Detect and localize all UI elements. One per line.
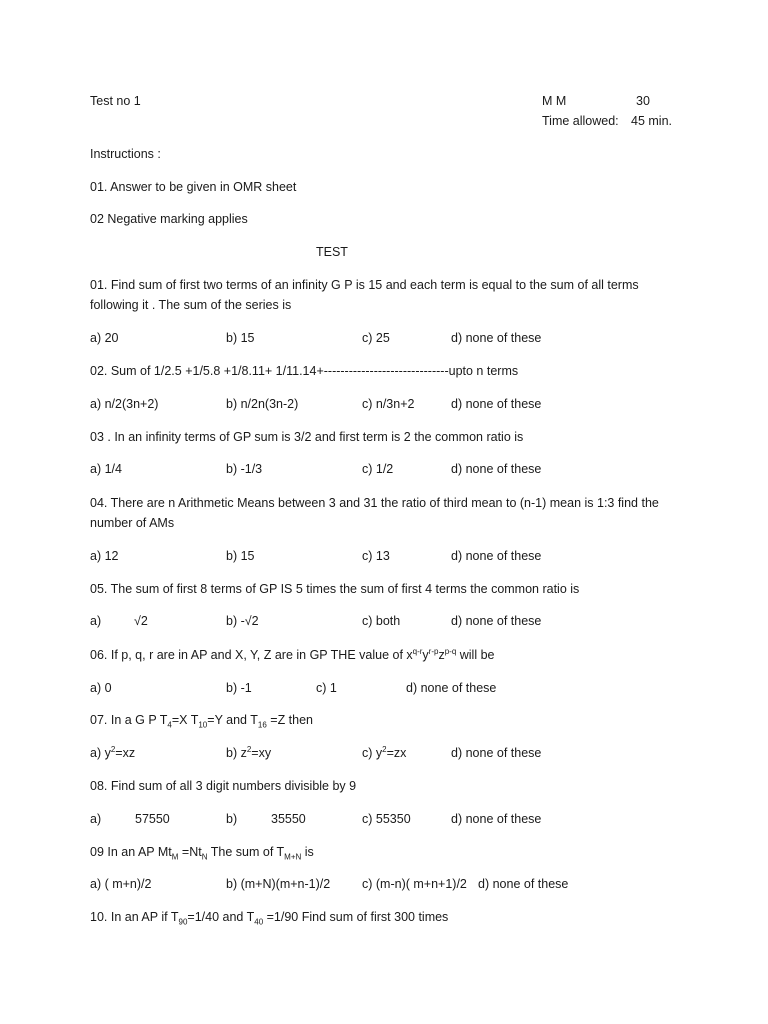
option-b: b) n/2n(3n-2): [226, 397, 299, 411]
question-text: 10. In an AP if $T_{90}=1/40$ and $T_{40} =1/90$ Find sum of first 300 times: [90, 910, 449, 927]
option-b: b) $z^2=xy$: [226, 744, 272, 760]
instruction-item: 01. Answer to be given in OMR sheet: [90, 180, 297, 194]
option-a-value: √2: [134, 614, 148, 628]
option-a: a) 20: [90, 331, 119, 345]
option-a: a) ( m+n)/2: [90, 877, 152, 891]
question-text: 06. If p, q, r are in AP and X, Y, Z are in GP THE value of $x^{q-r}y^{r-p}z^{p-q}$ will be: [90, 646, 495, 662]
option-b: b) -1/3: [226, 462, 263, 476]
question-text: following it . The sum of the series is: [90, 298, 292, 312]
question-text: 03 . In an infinity terms of GP sum is 3/2 and first term is 2 the common ratio is: [90, 430, 524, 444]
question-text: 04. There are n Arithmetic Means between 3 and 31 the ratio of third mean to (n-1) mean is 1:3 find the: [90, 496, 659, 510]
option-c: c) n/3n+2: [362, 397, 415, 411]
option-c: c) 1/2: [362, 462, 394, 476]
option-d: d) none of these: [478, 877, 569, 891]
option-a: a) 12: [90, 549, 119, 563]
option-d: d) none of these: [451, 812, 542, 826]
option-b-value: 35550: [271, 812, 306, 826]
option-a: a) n/2(3n+2): [90, 397, 159, 411]
option-b: b) -√2: [226, 614, 259, 628]
option-a: a) 0: [90, 681, 112, 695]
question-text: 07. In a G P $T_4=X$ $T_{10}=Y$ and $T_{16} =Z$ then: [90, 713, 314, 730]
option-a-label: a): [90, 812, 102, 826]
option-c: c) $y^2=zx$: [362, 744, 407, 760]
instructions-heading: Instructions :: [90, 147, 161, 161]
option-b-label: b): [226, 812, 238, 826]
option-d: d) none of these: [451, 746, 542, 760]
option-c: c) 13: [362, 549, 390, 563]
time-allowed-label: Time allowed:: [542, 114, 619, 128]
option-b: b) -1: [226, 681, 252, 695]
option-d: d) none of these: [406, 681, 497, 695]
option-c: c) (m-n)( m+n+1)/2: [362, 877, 467, 891]
max-marks-label: M M: [542, 94, 567, 108]
question-text: 01. Find sum of first two terms of an infinity G P is 15 and each term is equal to the sum of all terms: [90, 278, 639, 292]
option-c: c) 25: [362, 331, 390, 345]
option-a-label: a): [90, 614, 102, 628]
option-b: b) (m+N)(m+n-1)/2: [226, 877, 331, 891]
question-text: number of AMs: [90, 516, 175, 530]
option-b: b) 15: [226, 549, 255, 563]
question-text: 09 In an AP $Mt_M =Nt_N$ The sum of $T_{M+N}$ is: [90, 845, 314, 862]
option-a: a) 1/4: [90, 462, 122, 476]
option-c: c) 1: [316, 681, 337, 695]
question-text: 02. Sum of 1/2.5 +1/5.8 +1/8.11+ 1/11.14+------------------------------upto n terms: [90, 364, 519, 378]
option-c: c) both: [362, 614, 401, 628]
question-text: 08. Find sum of all 3 digit numbers divisible by 9: [90, 779, 357, 793]
option-d: d) none of these: [451, 614, 542, 628]
time-allowed-value: 45 min.: [631, 114, 672, 128]
instruction-item: 02 Negative marking applies: [90, 212, 248, 226]
option-a-value: 57550: [135, 812, 170, 826]
max-marks-value: 30: [636, 94, 650, 108]
option-b: b) 15: [226, 331, 255, 345]
test-number: Test no 1: [90, 94, 141, 108]
option-d: d) none of these: [451, 331, 542, 345]
option-d: d) none of these: [451, 549, 542, 563]
option-d: d) none of these: [451, 462, 542, 476]
option-d: d) none of these: [451, 397, 542, 411]
question-text: 05. The sum of first 8 terms of GP IS 5 times the sum of first 4 terms the common ratio is: [90, 582, 580, 596]
option-a: a) $y^2=xz$: [90, 744, 136, 760]
option-c: c) 55350: [362, 812, 411, 826]
section-title: TEST: [316, 245, 348, 259]
